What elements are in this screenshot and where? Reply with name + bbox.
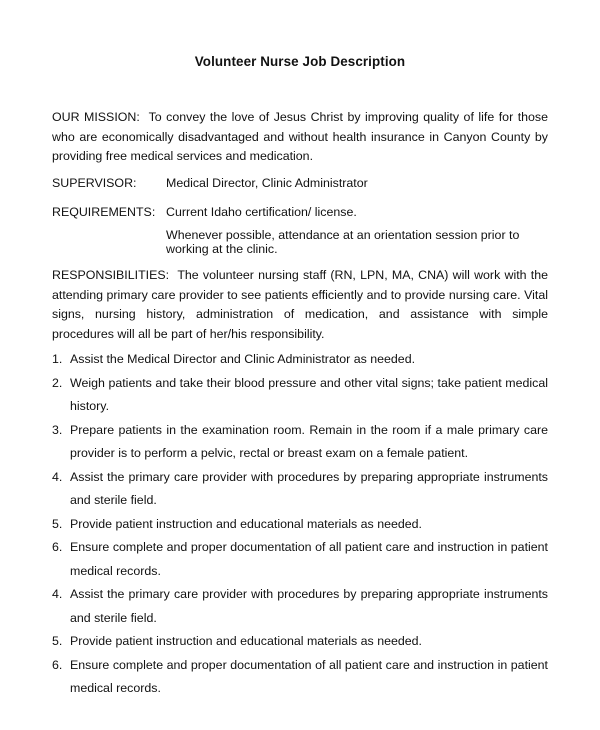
list-item-number: 2. [52,375,63,390]
responsibilities-text: The volunteer nursing staff (RN, LPN, MA, CNA) will work with the attending primary care provider to see patients efficiently and to provide nursing care. Vital signs, nursing history, administration of medication, and assistance with simple procedures will all be part of her/his responsibility. [52,268,548,341]
list-item-number: 4. [52,469,63,484]
list-item [52,372,548,419]
list-item-text: Prepare patients in the examination room. Remain in the room if a male primary care provider is to perform a pelvic, rectal or breast exam on a female patient. [70,422,548,460]
list-item-number: 6. [52,657,63,672]
mission-paragraph [52,108,548,167]
list-item-text: Assist the primary care provider with procedures by preparing appropriate instruments and sterile field. [70,469,548,507]
supervisor-label: SUPERVISOR: [52,176,137,190]
list-item [52,654,548,701]
list-item-text: Ensure complete and proper documentation of all patient care and instruction in patient medical records. [70,540,548,578]
list-item [52,513,548,537]
list-item [52,536,548,583]
list-item-number: 4. [52,587,63,601]
list-item-number: 6. [52,540,63,554]
list-item [52,466,548,513]
requirements-label: REQUIREMENTS: [52,205,156,219]
list-item [52,348,548,372]
list-item-text: Assist the primary care provider with procedures by preparing appropriate instruments and sterile field. [70,587,548,625]
mission-text: To convey the love of Jesus Christ by improving quality of life for those who are economically disadvantaged and without health insurance in Canyon County by providing free medical services and medication. [52,110,548,163]
list-item-number: 5. [52,634,63,648]
responsibilities-label: RESPONSIBILITIES: [52,268,170,282]
list-item [52,630,548,654]
list-item [52,419,548,466]
page-title: Volunteer Nurse Job Description [194,54,406,69]
mission-label: OUR MISSION: [52,110,140,124]
list-item-number: 3. [52,422,63,437]
responsibilities-list [52,348,548,701]
list-item-text: Ensure complete and proper documentation of all patient care and instruction in patient medical records. [70,657,548,695]
list-item [52,583,548,630]
requirements-value-2: Whenever possible, attendance at an orientation session prior to working at the clinic. [166,228,520,256]
requirements-value-1: Current Idaho certification/ license. [166,205,357,219]
list-item-text: Provide patient instruction and educational materials as needed. [70,516,422,531]
list-item-number: 5. [52,516,63,531]
list-item-text: Weigh patients and take their blood pressure and other vital signs; take patient medical history. [70,375,548,413]
responsibilities-paragraph [52,266,548,344]
list-item-text: Provide patient instruction and educational materials as needed. [70,634,422,648]
list-item-text: Assist the Medical Director and Clinic Administrator as needed. [70,352,416,366]
list-item-number: 1. [52,352,63,366]
supervisor-value: Medical Director, Clinic Administrator [166,176,368,190]
